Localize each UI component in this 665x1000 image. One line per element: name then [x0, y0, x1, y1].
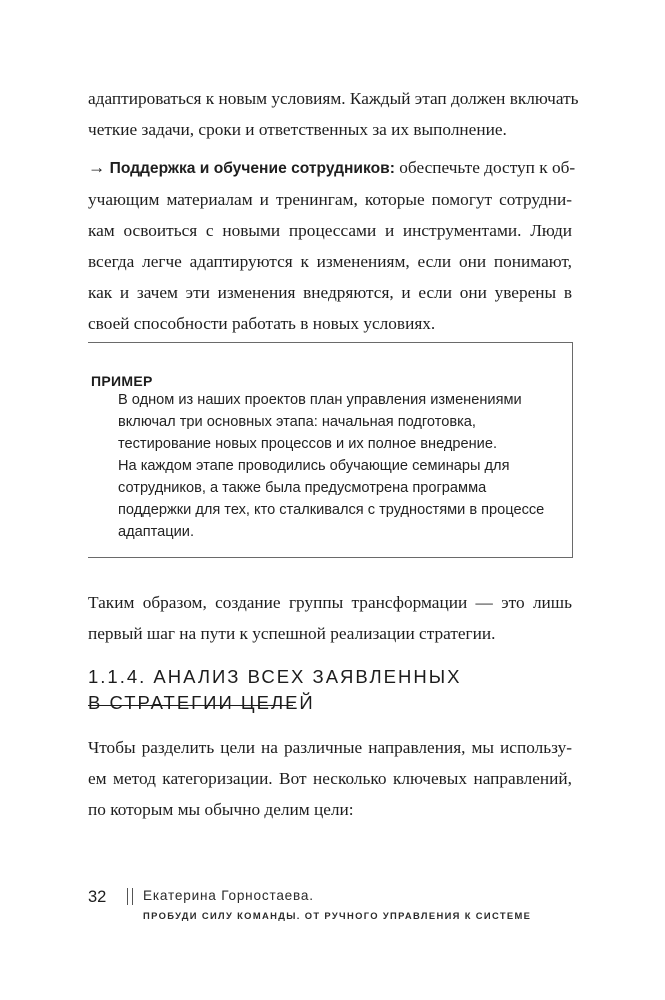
intro-paragraph — [88, 83, 579, 145]
section-heading-underline — [88, 705, 293, 706]
support-first-line-rest: обеспечьте доступ к об- — [399, 158, 576, 177]
example-line-3: тестирование новых процессов и их полное внедрение. — [118, 436, 497, 452]
arrow-icon: → — [88, 158, 106, 177]
conclusion-paragraph — [88, 587, 572, 649]
footer-author: Екатерина Горностаева. — [143, 888, 314, 903]
support-paragraph — [88, 152, 576, 339]
support-line-6: своей способности работать в новых условиях. — [88, 314, 436, 333]
example-line-1: В одном из наших проектов план управления изменениями — [118, 392, 522, 408]
example-line-4: На каждом этапе проводились обучающие семинары для — [118, 458, 510, 474]
conclusion-line-2: первый шаг на пути к успешной реализации стратегии. — [88, 624, 496, 643]
section-body-line-2: ем метод категоризации. Вот несколько ключевых направлений, — [88, 769, 572, 788]
example-text — [118, 389, 548, 543]
section-heading-line-1: 1.1.4. АНАЛИЗ ВСЕХ ЗАЯВЛЕННЫХ — [88, 666, 462, 687]
section-heading-line-2: В СТРАТЕГИИ ЦЕЛЕЙ — [88, 692, 315, 713]
support-line-1 — [88, 152, 576, 184]
intro-line-1: адаптироваться к новым условиям. Каждый этап должен включать — [88, 89, 579, 108]
example-line-5: сотрудников, а также была предусмотрена программа — [118, 480, 487, 496]
section-body-paragraph — [88, 732, 572, 825]
footer-separator-left — [127, 888, 128, 905]
example-line-2: включал три основных этапа: начальная подготовка, — [118, 414, 476, 430]
support-line-5: как и зачем эти изменения внедряются, и если они уверены в — [88, 283, 572, 302]
conclusion-line-1: Таким образом, создание группы трансформации — это лишь — [88, 593, 572, 612]
support-line-4: всегда легче адаптируются к изменениям, если они понимают, — [88, 252, 572, 271]
section-body-line-3: по которым мы обычно делим цели: — [88, 800, 354, 819]
support-bold-lead: Поддержка и обучение сотрудников: — [109, 160, 395, 177]
example-line-6: поддержки для тех, кто сталкивался с трудностями в процессе — [118, 502, 545, 518]
example-line-7: адаптации. — [118, 524, 195, 540]
page-number: 32 — [88, 888, 107, 906]
footer-book-title: ПРОБУДИ СИЛУ КОМАНДЫ. ОТ РУЧНОГО УПРАВЛЕНИЯ К СИСТЕМЕ — [143, 910, 532, 921]
example-label: ПРИМЕР — [91, 373, 153, 389]
support-line-2: учающим материалам и тренингам, которые помогут сотрудни- — [88, 190, 572, 209]
support-line-3: кам освоиться с новыми процессами и инструментами. Люди — [88, 221, 572, 240]
footer-separator-right — [132, 888, 133, 905]
section-body-line-1: Чтобы разделить цели на различные направления, мы использу- — [88, 738, 572, 757]
intro-line-2: четкие задачи, сроки и ответственных за их выполнение. — [88, 120, 507, 139]
section-heading — [88, 664, 461, 716]
